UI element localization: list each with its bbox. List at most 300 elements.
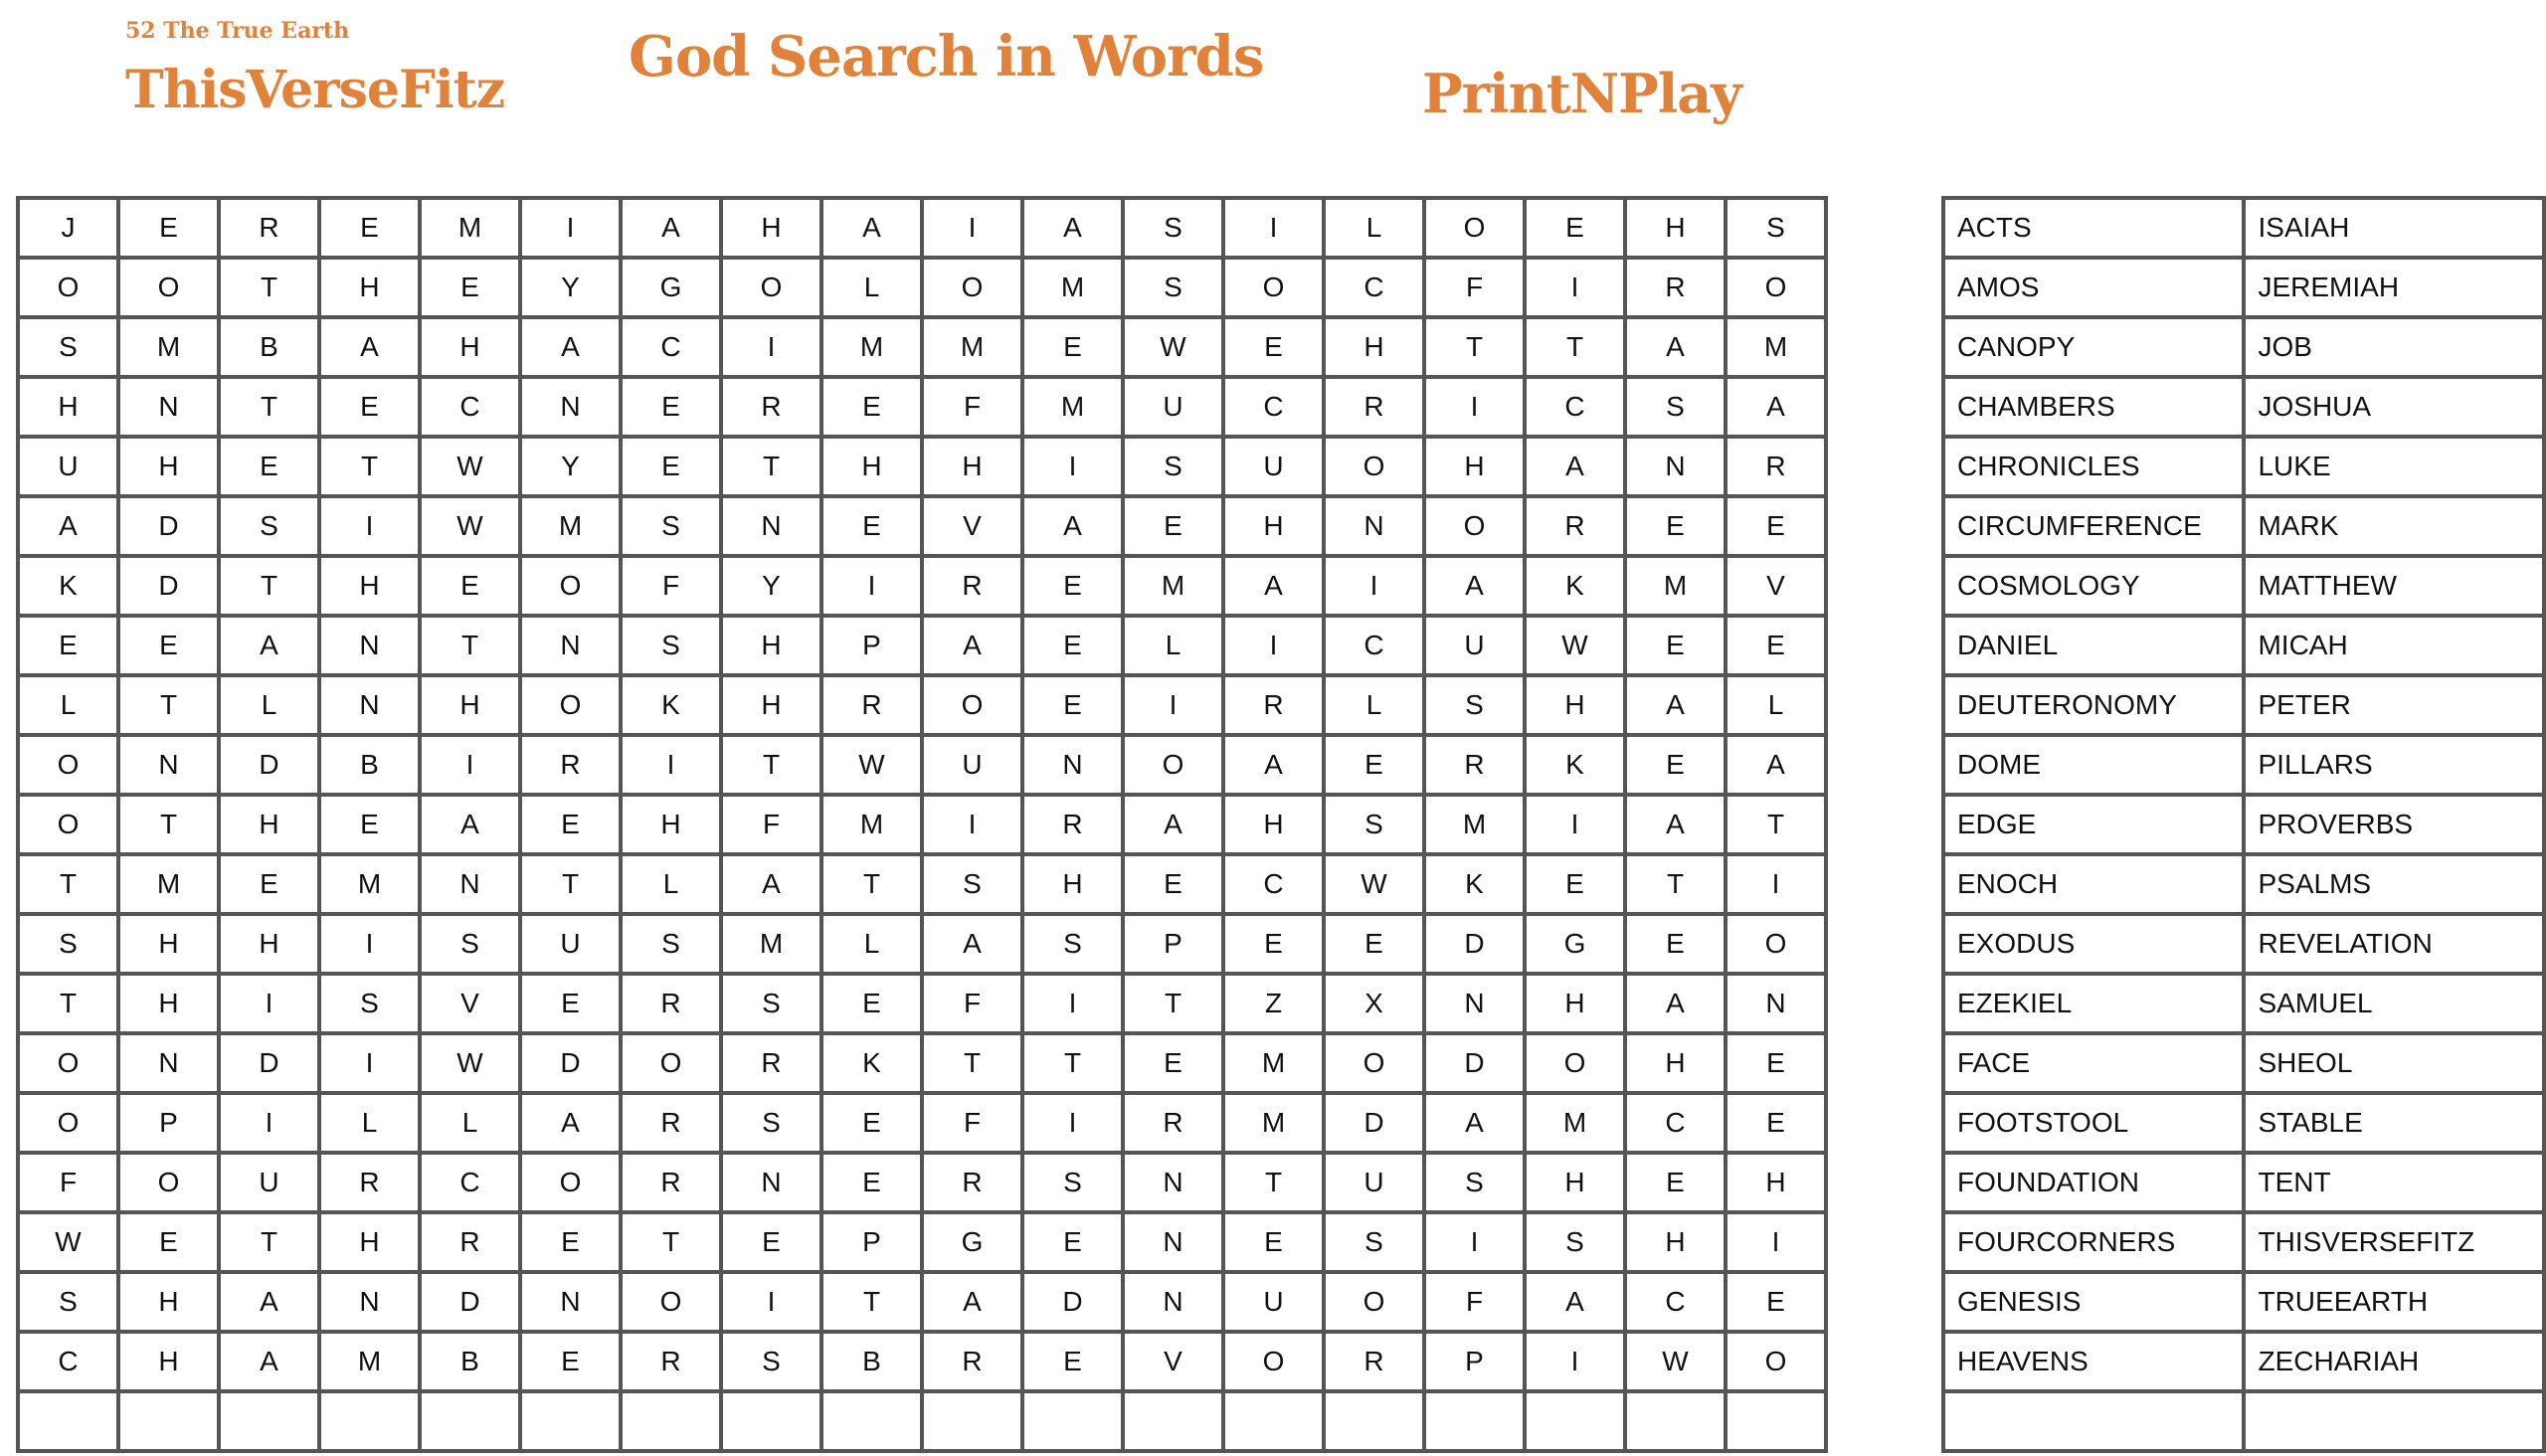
grid-cell[interactable]: S [1324,1212,1424,1272]
grid-cell[interactable]: S [621,914,721,974]
grid-cell[interactable]: G [1525,914,1625,974]
grid-cell[interactable]: E [1223,317,1324,377]
grid-cell[interactable]: N [1123,1272,1223,1332]
grid-cell[interactable]: V [1726,556,1826,616]
grid-cell[interactable]: O [118,258,219,317]
grid-cell[interactable]: H [420,317,520,377]
grid-cell[interactable]: A [1022,198,1123,258]
grid-cell[interactable]: W [821,735,922,795]
grid-cell[interactable]: R [621,1153,721,1212]
grid-cell[interactable]: E [721,1212,821,1272]
grid-cell[interactable]: O [1324,1272,1424,1332]
grid-cell[interactable]: T [922,1033,1022,1093]
grid-cell[interactable]: B [219,317,319,377]
grid-cell[interactable]: C [1525,377,1625,437]
grid-cell[interactable]: H [118,914,219,974]
grid-cell[interactable]: T [1022,1033,1123,1093]
grid-cell[interactable]: S [1726,198,1826,258]
grid-cell[interactable]: U [922,735,1022,795]
grid-cell[interactable]: I [1726,1212,1826,1272]
grid-cell[interactable]: M [821,795,922,854]
grid-cell[interactable]: T [118,675,219,735]
grid-cell[interactable]: M [118,317,219,377]
grid-cell[interactable]: H [118,974,219,1033]
grid-cell[interactable]: E [219,854,319,914]
grid-cell[interactable]: I [721,317,821,377]
grid-cell[interactable]: U [219,1153,319,1212]
grid-cell[interactable]: P [821,1212,922,1272]
grid-cell[interactable]: I [922,198,1022,258]
grid-cell[interactable]: O [1726,258,1826,317]
grid-cell[interactable] [319,1391,420,1451]
grid-cell[interactable]: A [922,1272,1022,1332]
grid-cell[interactable]: O [1424,198,1525,258]
grid-cell[interactable]: C [1625,1272,1726,1332]
grid-cell[interactable]: W [1123,317,1223,377]
grid-cell[interactable]: D [219,735,319,795]
grid-cell[interactable]: B [319,735,420,795]
grid-cell[interactable]: T [219,556,319,616]
grid-cell[interactable]: H [1525,1153,1625,1212]
grid-cell[interactable]: N [721,1153,821,1212]
grid-cell[interactable]: T [721,437,821,496]
grid-cell[interactable]: A [1525,1272,1625,1332]
grid-cell[interactable]: N [520,377,621,437]
grid-cell[interactable]: O [1223,258,1324,317]
grid-cell[interactable]: Z [1223,974,1324,1033]
grid-cell[interactable]: A [621,198,721,258]
grid-cell[interactable]: A [922,616,1022,675]
grid-cell[interactable]: H [1525,974,1625,1033]
grid-cell[interactable]: A [520,317,621,377]
grid-cell[interactable]: X [1324,974,1424,1033]
grid-cell[interactable]: E [821,1153,922,1212]
grid-cell[interactable]: E [1223,1212,1324,1272]
grid-cell[interactable]: T [621,1212,721,1272]
grid-cell[interactable]: R [219,198,319,258]
grid-cell[interactable]: E [1022,675,1123,735]
grid-cell[interactable]: D [118,496,219,556]
grid-cell[interactable]: K [621,675,721,735]
grid-cell[interactable]: S [1625,377,1726,437]
grid-cell[interactable]: I [621,735,721,795]
grid-cell[interactable]: O [1223,1332,1324,1391]
grid-cell[interactable]: A [1123,795,1223,854]
grid-cell[interactable]: O [520,1153,621,1212]
grid-cell[interactable]: A [1625,675,1726,735]
grid-cell[interactable]: M [1726,317,1826,377]
grid-cell[interactable]: I [1324,556,1424,616]
grid-cell[interactable]: I [219,1093,319,1153]
grid-cell[interactable]: H [18,377,118,437]
grid-cell[interactable]: N [520,1272,621,1332]
grid-cell[interactable]: H [118,437,219,496]
grid-cell[interactable]: K [1424,854,1525,914]
grid-cell[interactable]: E [1625,735,1726,795]
grid-cell[interactable] [922,1391,1022,1451]
grid-cell[interactable]: E [1324,914,1424,974]
grid-cell[interactable]: E [821,974,922,1033]
grid-cell[interactable]: R [319,1153,420,1212]
grid-cell[interactable]: A [18,496,118,556]
grid-cell[interactable]: R [1022,795,1123,854]
grid-cell[interactable]: R [1324,1332,1424,1391]
grid-cell[interactable]: E [1022,616,1123,675]
grid-cell[interactable]: E [1022,1212,1123,1272]
grid-cell[interactable]: S [1424,1153,1525,1212]
grid-cell[interactable]: H [1324,317,1424,377]
grid-cell[interactable]: A [219,616,319,675]
grid-cell[interactable]: D [219,1033,319,1093]
grid-cell[interactable]: R [721,377,821,437]
grid-cell[interactable]: A [520,1093,621,1153]
grid-cell[interactable]: M [118,854,219,914]
grid-cell[interactable]: S [621,496,721,556]
grid-cell[interactable]: A [219,1332,319,1391]
grid-cell[interactable]: Y [520,258,621,317]
grid-cell[interactable]: C [1625,1093,1726,1153]
grid-cell[interactable]: N [520,616,621,675]
grid-cell[interactable]: A [1223,735,1324,795]
grid-cell[interactable]: B [821,1332,922,1391]
grid-cell[interactable]: R [420,1212,520,1272]
grid-cell[interactable]: N [118,377,219,437]
grid-cell[interactable]: N [420,854,520,914]
grid-cell[interactable]: O [1123,735,1223,795]
grid-cell[interactable]: H [922,437,1022,496]
grid-cell[interactable]: O [18,1093,118,1153]
grid-cell[interactable]: R [621,1332,721,1391]
grid-cell[interactable]: H [319,1212,420,1272]
grid-cell[interactable]: Y [520,437,621,496]
grid-cell[interactable] [520,1391,621,1451]
grid-cell[interactable]: A [922,914,1022,974]
grid-cell[interactable]: R [1123,1093,1223,1153]
grid-cell[interactable] [18,1391,118,1451]
grid-cell[interactable]: O [721,258,821,317]
grid-cell[interactable]: V [1123,1332,1223,1391]
grid-cell[interactable]: D [1424,914,1525,974]
grid-cell[interactable]: P [1123,914,1223,974]
grid-cell[interactable]: E [1223,914,1324,974]
grid-cell[interactable]: R [1726,437,1826,496]
grid-cell[interactable]: Y [721,556,821,616]
grid-cell[interactable]: F [922,377,1022,437]
grid-cell[interactable]: H [1424,437,1525,496]
grid-cell[interactable]: U [1123,377,1223,437]
grid-cell[interactable]: T [219,258,319,317]
grid-cell[interactable]: L [18,675,118,735]
grid-cell[interactable]: M [1223,1093,1324,1153]
grid-cell[interactable]: R [1223,675,1324,735]
grid-cell[interactable]: E [1726,1272,1826,1332]
grid-cell[interactable]: E [1022,556,1123,616]
grid-cell[interactable]: U [1223,437,1324,496]
grid-cell[interactable]: R [621,974,721,1033]
grid-cell[interactable]: M [1022,258,1123,317]
grid-cell[interactable]: C [1324,616,1424,675]
grid-cell[interactable]: A [721,854,821,914]
grid-cell[interactable]: S [1123,198,1223,258]
grid-cell[interactable]: E [1625,1153,1726,1212]
grid-cell[interactable]: W [1324,854,1424,914]
grid-cell[interactable] [1123,1391,1223,1451]
grid-cell[interactable]: E [1726,1093,1826,1153]
grid-cell[interactable]: C [420,377,520,437]
grid-cell[interactable]: C [1223,377,1324,437]
grid-cell[interactable]: E [118,1212,219,1272]
grid-cell[interactable] [420,1391,520,1451]
grid-cell[interactable]: N [319,1272,420,1332]
grid-cell[interactable]: T [1726,795,1826,854]
grid-cell[interactable]: R [922,1332,1022,1391]
grid-cell[interactable]: E [219,437,319,496]
grid-cell[interactable]: H [319,258,420,317]
grid-cell[interactable]: W [18,1212,118,1272]
grid-cell[interactable]: T [118,795,219,854]
grid-cell[interactable] [1726,1391,1826,1451]
grid-cell[interactable]: G [922,1212,1022,1272]
grid-cell[interactable]: O [1324,437,1424,496]
grid-cell[interactable]: T [1424,317,1525,377]
grid-cell[interactable]: C [1223,854,1324,914]
grid-cell[interactable]: I [1424,377,1525,437]
grid-cell[interactable]: A [1726,377,1826,437]
grid-cell[interactable]: H [821,437,922,496]
grid-cell[interactable]: A [1424,1093,1525,1153]
grid-cell[interactable]: U [520,914,621,974]
grid-cell[interactable]: N [721,496,821,556]
grid-cell[interactable]: I [420,735,520,795]
grid-cell[interactable]: H [721,675,821,735]
grid-cell[interactable]: T [520,854,621,914]
grid-cell[interactable]: O [18,795,118,854]
grid-cell[interactable]: E [1022,317,1123,377]
grid-cell[interactable]: L [1324,675,1424,735]
grid-cell[interactable]: O [922,258,1022,317]
grid-cell[interactable]: N [1123,1153,1223,1212]
grid-cell[interactable]: O [18,1033,118,1093]
grid-cell[interactable]: H [1525,675,1625,735]
grid-cell[interactable] [621,1391,721,1451]
grid-cell[interactable]: N [118,1033,219,1093]
grid-cell[interactable]: T [1123,974,1223,1033]
grid-cell[interactable]: E [821,377,922,437]
grid-cell[interactable]: S [1022,1153,1123,1212]
grid-cell[interactable]: R [1525,496,1625,556]
grid-cell[interactable]: O [118,1153,219,1212]
grid-cell[interactable]: S [621,616,721,675]
grid-cell[interactable]: E [1726,616,1826,675]
grid-cell[interactable]: I [1123,675,1223,735]
grid-cell[interactable]: K [18,556,118,616]
grid-cell[interactable]: H [1022,854,1123,914]
grid-cell[interactable]: M [1625,556,1726,616]
grid-cell[interactable]: B [420,1332,520,1391]
grid-cell[interactable]: E [621,437,721,496]
grid-cell[interactable]: P [1424,1332,1525,1391]
grid-cell[interactable]: T [1525,317,1625,377]
grid-cell[interactable]: I [1022,974,1123,1033]
grid-cell[interactable]: T [1223,1153,1324,1212]
grid-cell[interactable]: U [1223,1272,1324,1332]
grid-cell[interactable]: I [1726,854,1826,914]
grid-cell[interactable]: E [1525,198,1625,258]
grid-cell[interactable]: T [219,1212,319,1272]
grid-cell[interactable]: U [1324,1153,1424,1212]
grid-cell[interactable]: D [1324,1093,1424,1153]
grid-cell[interactable]: M [520,496,621,556]
grid-cell[interactable]: O [520,675,621,735]
grid-cell[interactable]: M [721,914,821,974]
grid-cell[interactable]: L [219,675,319,735]
grid-cell[interactable]: E [1625,914,1726,974]
grid-cell[interactable]: L [821,914,922,974]
grid-cell[interactable]: E [1123,496,1223,556]
grid-cell[interactable]: A [821,198,922,258]
grid-cell[interactable]: H [118,1272,219,1332]
grid-cell[interactable]: E [1726,496,1826,556]
grid-cell[interactable]: L [1123,616,1223,675]
grid-cell[interactable]: I [1223,198,1324,258]
grid-cell[interactable]: O [621,1033,721,1093]
grid-cell[interactable]: U [1424,616,1525,675]
grid-cell[interactable]: K [1525,556,1625,616]
grid-cell[interactable]: T [821,854,922,914]
grid-cell[interactable]: F [18,1153,118,1212]
grid-cell[interactable]: E [420,556,520,616]
grid-cell[interactable]: R [721,1033,821,1093]
grid-cell[interactable]: N [1625,437,1726,496]
grid-cell[interactable]: O [18,258,118,317]
grid-cell[interactable]: N [1324,496,1424,556]
grid-cell[interactable] [118,1391,219,1451]
grid-cell[interactable]: E [520,974,621,1033]
grid-cell[interactable]: H [118,1332,219,1391]
grid-cell[interactable]: H [621,795,721,854]
grid-cell[interactable]: T [18,974,118,1033]
grid-cell[interactable]: S [18,1272,118,1332]
grid-cell[interactable]: T [821,1272,922,1332]
grid-cell[interactable]: M [1123,556,1223,616]
grid-cell[interactable] [1424,1391,1525,1451]
grid-cell[interactable]: H [1726,1153,1826,1212]
grid-cell[interactable]: R [1324,377,1424,437]
grid-cell[interactable]: E [1625,496,1726,556]
grid-cell[interactable]: D [520,1033,621,1093]
grid-cell[interactable]: F [1424,258,1525,317]
grid-cell[interactable]: E [1726,1033,1826,1093]
grid-cell[interactable]: E [1022,1332,1123,1391]
grid-cell[interactable]: T [420,616,520,675]
grid-cell[interactable]: L [621,854,721,914]
grid-cell[interactable]: I [1223,616,1324,675]
grid-cell[interactable]: S [1424,675,1525,735]
grid-cell[interactable]: U [18,437,118,496]
grid-cell[interactable]: M [1022,377,1123,437]
grid-cell[interactable]: S [721,1093,821,1153]
grid-cell[interactable]: O [922,675,1022,735]
grid-cell[interactable]: M [420,198,520,258]
grid-cell[interactable]: E [1123,1033,1223,1093]
grid-cell[interactable]: J [18,198,118,258]
grid-cell[interactable]: H [1625,1212,1726,1272]
grid-cell[interactable]: E [1123,854,1223,914]
grid-cell[interactable]: I [821,556,922,616]
grid-cell[interactable]: V [922,496,1022,556]
grid-cell[interactable]: O [18,735,118,795]
grid-cell[interactable]: I [319,1033,420,1093]
grid-cell[interactable] [1223,1391,1324,1451]
grid-cell[interactable]: P [821,616,922,675]
grid-cell[interactable]: H [1625,198,1726,258]
grid-cell[interactable]: N [1726,974,1826,1033]
grid-cell[interactable]: M [1223,1033,1324,1093]
grid-cell[interactable]: O [1726,914,1826,974]
grid-cell[interactable]: T [18,854,118,914]
grid-cell[interactable]: E [821,496,922,556]
grid-cell[interactable]: N [319,616,420,675]
grid-cell[interactable] [1625,1391,1726,1451]
grid-cell[interactable]: L [1324,198,1424,258]
grid-cell[interactable]: H [1223,795,1324,854]
grid-cell[interactable]: R [922,556,1022,616]
grid-cell[interactable]: S [1022,914,1123,974]
grid-cell[interactable]: S [1123,437,1223,496]
grid-cell[interactable]: E [520,1332,621,1391]
grid-cell[interactable]: W [1525,616,1625,675]
grid-cell[interactable]: N [118,735,219,795]
grid-cell[interactable]: E [1324,735,1424,795]
grid-cell[interactable]: I [1022,437,1123,496]
grid-cell[interactable]: A [219,1272,319,1332]
grid-cell[interactable]: N [1123,1212,1223,1272]
grid-cell[interactable]: F [922,974,1022,1033]
grid-cell[interactable]: E [319,198,420,258]
grid-cell[interactable] [721,1391,821,1451]
grid-cell[interactable]: A [1625,317,1726,377]
grid-cell[interactable]: M [1525,1093,1625,1153]
grid-cell[interactable]: S [420,914,520,974]
grid-cell[interactable]: E [319,795,420,854]
grid-cell[interactable]: L [821,258,922,317]
grid-cell[interactable]: A [1625,795,1726,854]
grid-cell[interactable]: T [219,377,319,437]
grid-cell[interactable]: I [1525,1332,1625,1391]
grid-cell[interactable]: A [1424,556,1525,616]
grid-cell[interactable]: T [319,437,420,496]
grid-cell[interactable]: C [18,1332,118,1391]
grid-cell[interactable]: E [520,1212,621,1272]
grid-cell[interactable]: E [18,616,118,675]
grid-cell[interactable]: S [18,317,118,377]
grid-cell[interactable]: G [621,258,721,317]
grid-cell[interactable]: R [1625,258,1726,317]
grid-cell[interactable]: H [219,914,319,974]
grid-cell[interactable]: N [1022,735,1123,795]
grid-cell[interactable]: E [621,377,721,437]
grid-cell[interactable]: O [1424,496,1525,556]
grid-cell[interactable]: I [319,496,420,556]
grid-cell[interactable]: A [1726,735,1826,795]
grid-cell[interactable] [219,1391,319,1451]
grid-cell[interactable]: W [1625,1332,1726,1391]
grid-cell[interactable]: S [18,914,118,974]
grid-cell[interactable]: I [922,795,1022,854]
grid-cell[interactable]: E [118,198,219,258]
grid-cell[interactable] [1525,1391,1625,1451]
grid-cell[interactable]: P [118,1093,219,1153]
